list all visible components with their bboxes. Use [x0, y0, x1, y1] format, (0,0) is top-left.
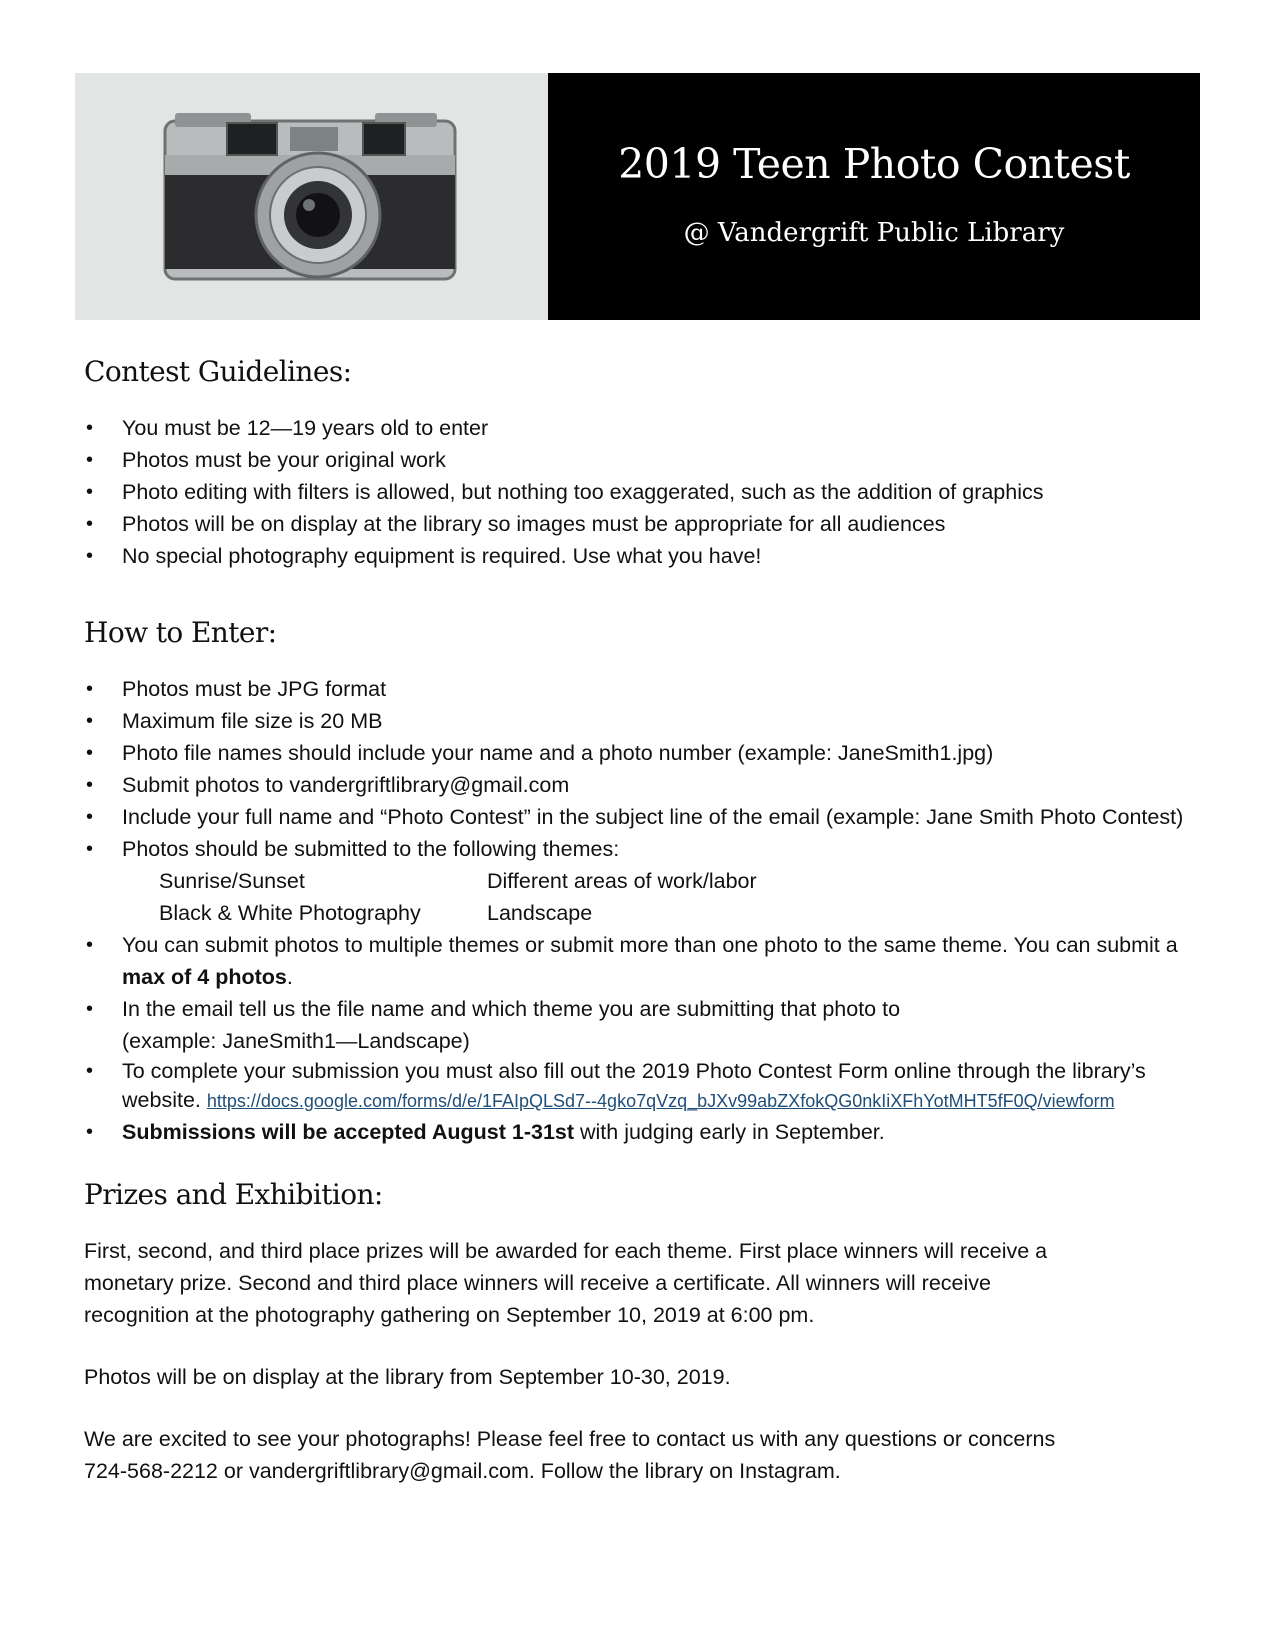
title-box	[548, 73, 1200, 320]
form-instructions: To complete your submission you must also fill out the 2019 Photo Contest Form online through the library’s website.	[122, 1059, 1146, 1112]
camera-illustration	[75, 73, 548, 320]
list-item: • You must be 12—19 years old to enter	[84, 412, 1184, 444]
deadline-text: with judging early in September.	[574, 1120, 885, 1144]
max-photos-text: max of 4 photos	[122, 965, 287, 989]
list-item: • Include your full name and “Photo Contest” in the subject line of the email (example: Jane Smith Photo Contest)	[84, 801, 1184, 833]
list-item: • Photo editing with filters is allowed, but nothing too exaggerated, such as the addition of graphics	[84, 476, 1184, 508]
guidelines-heading: Contest Guidelines:	[84, 355, 352, 388]
themes-grid	[84, 865, 1184, 929]
list-item	[84, 929, 1184, 993]
form-link[interactable]: https://docs.google.com/forms/d/e/1FAIpQLSd7--4gko7qVzq_bJXv99abZXfokQG0nkIiXFhYotMHT5fF0Q/viewform	[206, 1091, 1115, 1111]
list-item	[84, 1057, 1184, 1116]
list-item: • Photos will be on display at the library so images must be appropriate for all audiences	[84, 508, 1184, 540]
header-banner	[75, 73, 1200, 320]
prizes-heading: Prizes and Exhibition:	[84, 1178, 383, 1211]
list-item: • Maximum file size is 20 MB	[84, 705, 1184, 737]
list-item: • Photos should be submitted to the following themes:	[84, 833, 1184, 865]
page-subtitle: @ Vandergrift Public Library	[683, 217, 1065, 248]
theme-item: Sunrise/Sunset	[159, 869, 305, 893]
list-item: • Submit photos to vandergriftlibrary@gmail.com	[84, 769, 1184, 801]
enter-list	[84, 673, 1184, 865]
multiple-themes-end: .	[286, 965, 293, 989]
email-example: (example: JaneSmith1—Landscape)	[122, 1029, 470, 1053]
theme-item: Different areas of work/labor	[487, 869, 757, 893]
list-item: • No special photography equipment is required. Use what you have!	[84, 540, 1184, 572]
contact-paragraph: We are excited to see your photographs! Please feel free to contact us with any questions or concerns 724-568-2212 or vandergriftlibrary@gmail.com. Follow the library on Instagram.	[84, 1427, 1056, 1483]
page-title: 2019 Teen Photo Contest	[618, 139, 1130, 188]
theme-item: Black & White Photography	[159, 901, 421, 925]
list-item: • Photos must be JPG format	[84, 673, 1184, 705]
list-item: • Photos must be your original work	[84, 444, 1184, 476]
enter-list-continued	[84, 929, 1184, 1148]
deadline-bold: Submissions will be accepted August 1-31st	[122, 1120, 575, 1144]
guidelines-list	[84, 412, 1184, 572]
list-item	[84, 993, 1184, 1057]
camera-photo-icon	[75, 73, 548, 320]
theme-item: Landscape	[487, 901, 593, 925]
email-instructions: In the email tell us the file name and which theme you are submitting that photo to	[122, 997, 901, 1021]
display-paragraph: Photos will be on display at the library from September 10-30, 2019.	[84, 1365, 731, 1389]
list-item: • Photo file names should include your name and a photo number (example: JaneSmith1.jpg)	[84, 737, 1184, 769]
document-body	[84, 355, 1184, 1487]
multiple-themes-text: You can submit photos to multiple themes or submit more than one photo to the same theme. You can submit a	[122, 933, 1178, 957]
how-to-enter-heading: How to Enter:	[84, 616, 277, 649]
list-item	[84, 1116, 1184, 1148]
prizes-paragraph: First, second, and third place prizes will be awarded for each theme. First place winners will receive a monetary prize. Second and third place winners will receive a certificate. All winners will receive recognition at the photography gathering on September 10, 2019 at 6:00 pm.	[84, 1239, 1048, 1327]
